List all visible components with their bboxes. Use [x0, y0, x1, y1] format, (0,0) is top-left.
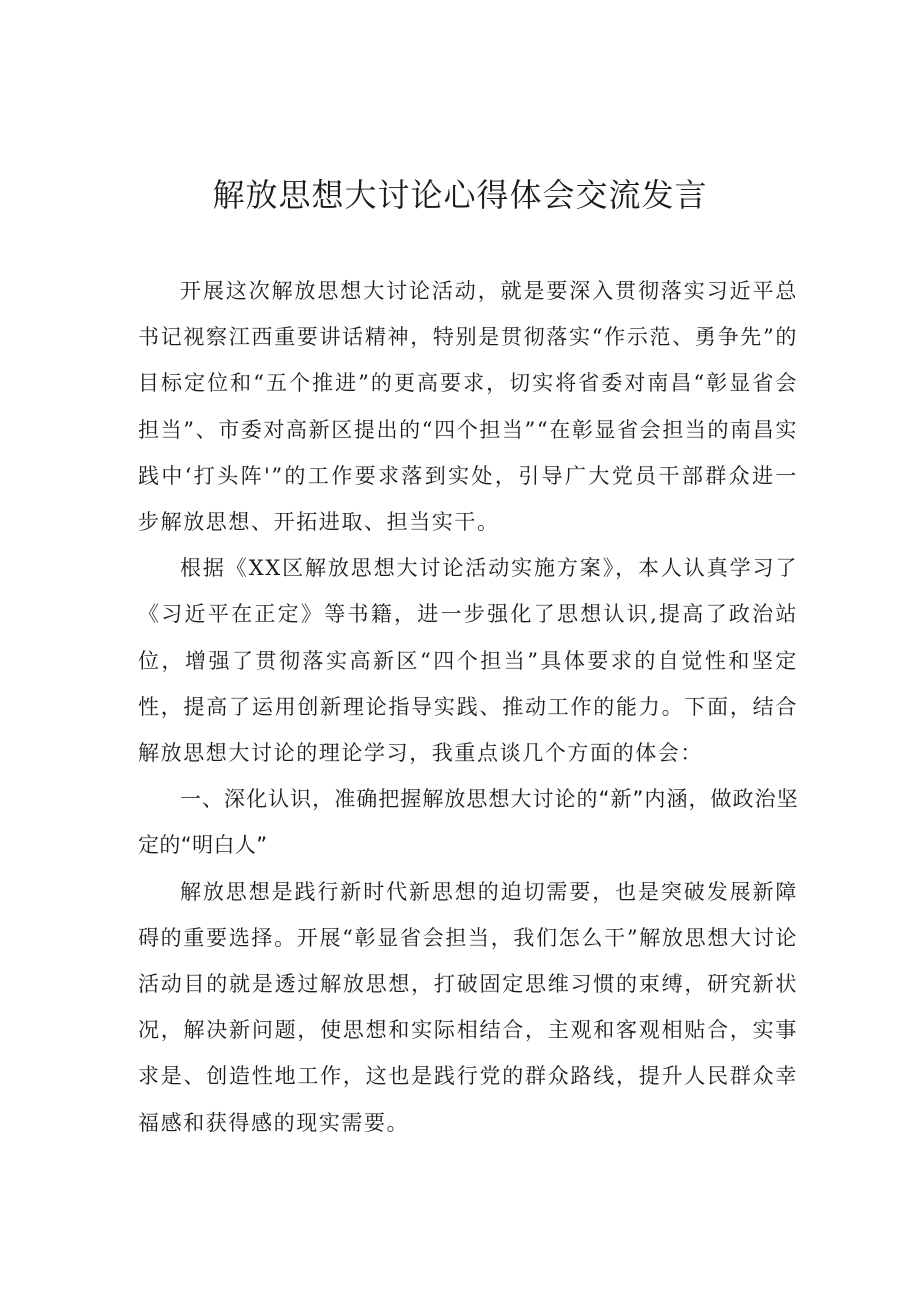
paragraph-intro: 开展这次解放思想大讨论活动，就是要深入贯彻落实习近平总书记视察江西重要讲话精神，特别是贯彻落实“作示范、勇争先”的目标定位和“五个推进”的更高要求，切实将省委对南昌“彰显省会担当”、市委对高新区提出的“四个担当”“在彰显省会担当的南昌实践中‘打头阵'”的工作要求落到实处，引导广大党员干部群众进一步解放思想、开拓进取、担当实干。: [138, 279, 798, 535]
document-title: 解放思想大讨论心得体会交流发言: [212, 176, 708, 214]
document-body: [138, 268, 798, 1146]
paragraph-study: 根据《XX区解放思想大讨论活动实施方案》，本人认真学习了《习近平在正定》等书籍，进一步强化了思想认识,提高了政治站位，增强了贯彻落实高新区“四个担当”具体要求的自觉性和坚定性，提高了运用创新理论指导实践、推动工作的能力。下面，结合解放思想大讨论的理论学习，我重点谈几个方面的体会：: [138, 556, 798, 766]
paragraph-section-one: 解放思想是践行新时代新思想的迫切需要，也是突破发展新障碍的重要选择。开展“彰显省会担当，我们怎么干”解放思想大讨论活动目的就是透过解放思想，打破固定思维习惯的束缚，研究新状况，解决新问题，使思想和实际相结合，主观和客观相贴合，实事求是、创造性地工作，这也是践行党的群众路线，提升人民群众幸福感和获得感的现实需要。: [138, 879, 798, 1135]
section-heading: 一、深化认识，准确把握解放思想大讨论的“新”内涵，做政治坚定的“明白人”: [138, 787, 798, 858]
